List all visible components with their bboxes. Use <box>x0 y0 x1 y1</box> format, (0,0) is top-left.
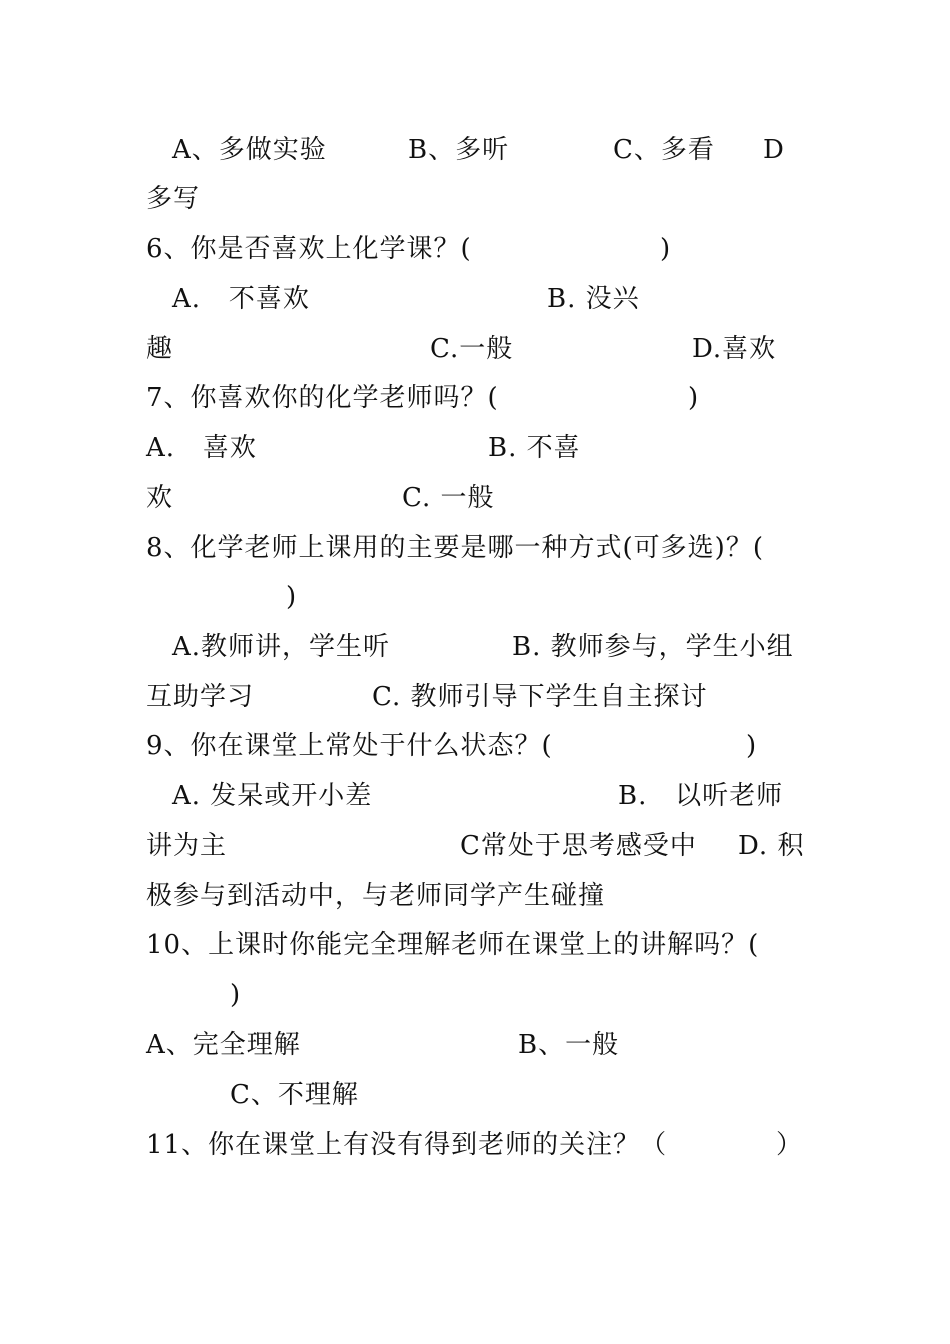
q8-answer-close: ) <box>286 582 298 612</box>
q9-answer-close: ) <box>746 731 758 761</box>
q9-option-d-head: D. 积 <box>738 831 805 861</box>
q5-option-b: B、多听 <box>408 135 510 165</box>
q9-option-a: A. 发呆或开小差 <box>172 781 373 811</box>
q10-option-a: A、完全理解 <box>146 1030 301 1060</box>
q5-option-d-letter: D <box>763 135 785 165</box>
q6-question: 6、你是否喜欢上化学课？( <box>146 234 472 264</box>
q7-answer-close: ) <box>688 383 700 413</box>
q10-question: 10、上课时你能完全理解老师在课堂上的讲解吗？( <box>146 930 760 960</box>
q7-option-c: C. 一般 <box>402 483 495 513</box>
q10-option-c: C、不理解 <box>230 1080 359 1110</box>
q7-option-a: A. 喜欢 <box>146 433 257 463</box>
q8-option-b-tail: 互助学习 <box>146 682 255 712</box>
q11-question: 11、你在课堂上有没有得到老师的关注？（ <box>146 1130 668 1160</box>
q9-option-d-tail: 极参与到活动中，与老师同学产生碰撞 <box>146 881 606 911</box>
q9-option-c: C常处于思考感受中 <box>460 831 697 861</box>
q6-option-c: C.一般 <box>430 334 514 364</box>
q5-option-c: C、多看 <box>613 135 715 165</box>
q9-question: 9、你在课堂上常处于什么状态？( <box>146 731 553 761</box>
q5-option-d-text: 多写 <box>146 184 201 214</box>
q8-option-a: A.教师讲，学生听 <box>172 632 391 662</box>
q11-answer-close: ） <box>776 1130 804 1160</box>
q9-option-b-head: B. 以听老师 <box>618 781 784 811</box>
q5-option-a: A、多做实验 <box>172 135 327 165</box>
q8-option-b-head: B. 教师参与，学生小组 <box>512 632 794 662</box>
q8-option-c: C. 教师引导下学生自主探讨 <box>372 682 708 712</box>
q6-option-b-head: B. 没兴 <box>547 284 640 314</box>
q6-option-d: D.喜欢 <box>692 334 777 364</box>
q10-option-b: B、一般 <box>518 1030 620 1060</box>
q7-question: 7、你喜欢你的化学老师吗？( <box>146 383 499 413</box>
q10-answer-close: ) <box>230 980 242 1010</box>
q6-option-b-tail: 趣 <box>146 334 174 364</box>
q6-option-a: A. 不喜欢 <box>172 284 310 314</box>
q7-option-b-tail: 欢 <box>146 483 174 513</box>
q7-option-b-head: B. 不喜 <box>488 433 581 463</box>
q9-option-b-tail: 讲为主 <box>146 831 228 861</box>
q8-question: 8、化学老师上课用的主要是哪一种方式(可多选)？( <box>146 533 764 563</box>
q6-answer-close: ) <box>660 234 672 264</box>
